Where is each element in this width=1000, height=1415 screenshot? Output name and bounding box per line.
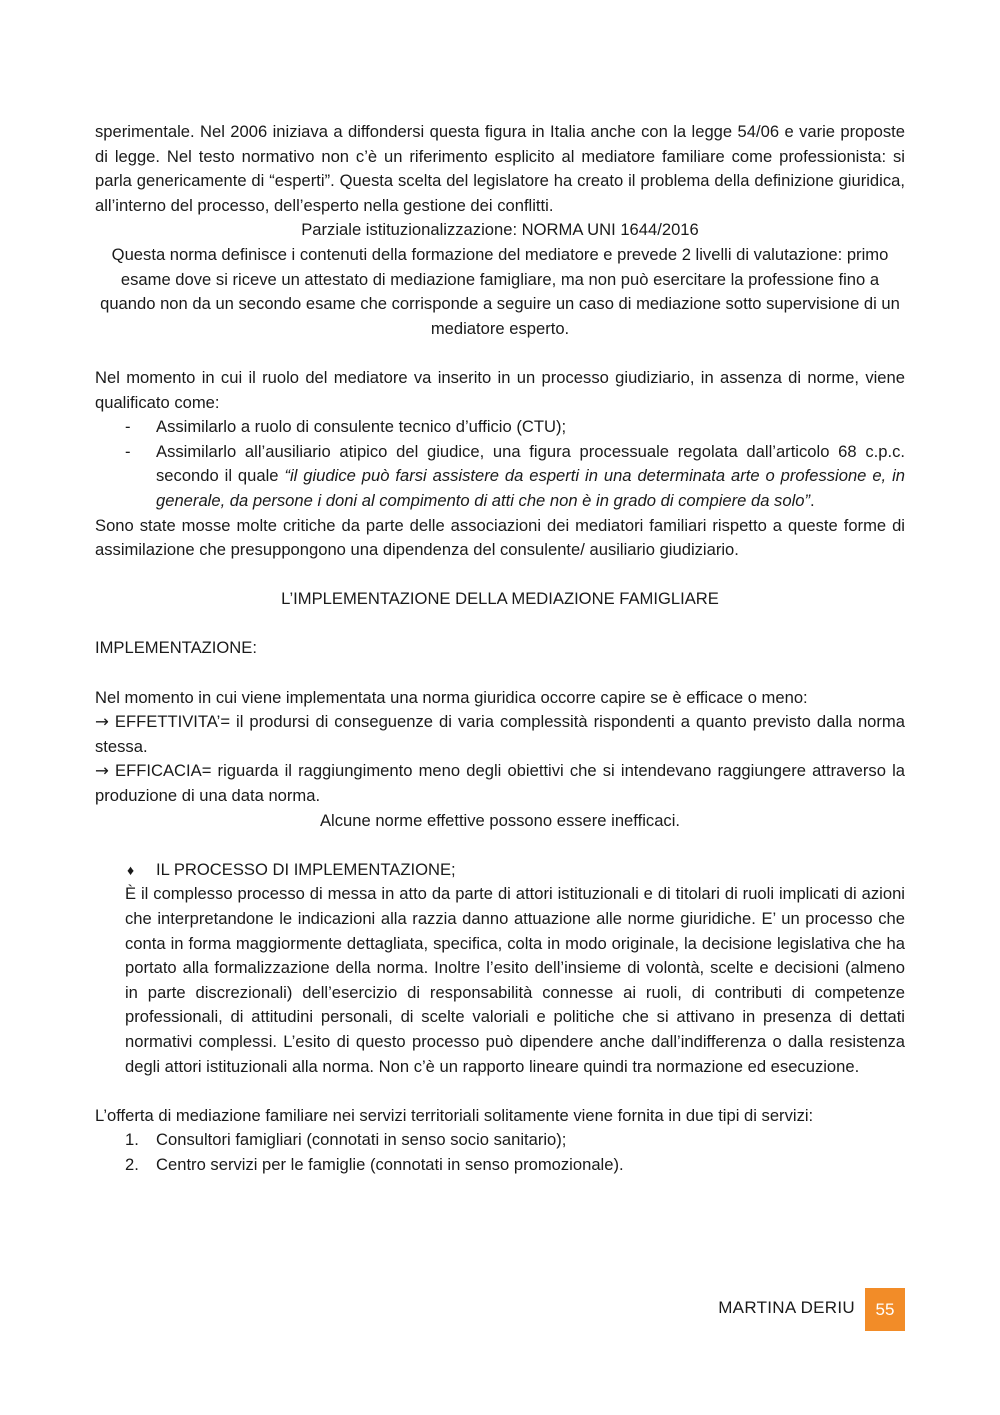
efficacia-definition bbox=[95, 759, 905, 808]
dash-marker: - bbox=[125, 417, 131, 437]
page-number-badge: 55 bbox=[865, 1288, 905, 1331]
list-number: 2. bbox=[125, 1154, 139, 1174]
spacer bbox=[95, 563, 905, 588]
spacer bbox=[95, 1079, 905, 1104]
effettivita-text: EFFETTIVITA’= il prodursi di conseguenze di varia complessità rispondenti a quanto previsto dalla norma stessa. bbox=[95, 712, 905, 756]
services-list bbox=[95, 1128, 905, 1177]
arrow-right-icon: → bbox=[95, 712, 109, 732]
process-title: IL PROCESSO DI IMPLEMENTAZIONE; bbox=[156, 859, 456, 879]
norm-paragraph: Questa norma definisce i contenuti della formazione del mediatore e prevede 2 livelli di valutazione: primo esame dove si riceve un attestato di mediazione famigliare, ma non può esercitare la professione fino a quando non da un secondo esame che corrisponde a seguire un caso di mediazione sotto supervisione di un mediatore esperto. bbox=[100, 244, 900, 338]
role-list bbox=[95, 415, 905, 513]
implementation-note: Alcune norme effettive possono essere inefficaci. bbox=[319, 810, 681, 830]
page-footer bbox=[700, 1288, 905, 1331]
implementation-intro: Nel momento in cui viene implementata una norma giuridica occorre capire se è efficace o meno: bbox=[95, 687, 808, 707]
list-item bbox=[95, 440, 905, 514]
author-name: MARTINA DERIU bbox=[718, 1298, 855, 1317]
legal-quote: “il giudice può farsi assistere da esperti in una determinata arte o professione e, in generale, da persone i doni al compimento di atti che non è in grado di compiere da solo” bbox=[156, 466, 905, 510]
list-number: 1. bbox=[125, 1130, 139, 1150]
process-section bbox=[95, 858, 905, 1079]
critique-paragraph: Sono state mosse molte critiche da parte delle associazioni dei mediatori familiari rispetto a queste forme di assimilazione che presuppongono una dipendenza del consulente/ ausiliario giudiziario. bbox=[95, 515, 905, 560]
section-title: L’IMPLEMENTAZIONE DELLA MEDIAZIONE FAMIGLIARE bbox=[281, 589, 719, 609]
list-item bbox=[95, 415, 905, 440]
spacer bbox=[95, 833, 905, 858]
list-item-text: Assimilarlo all’ausiliario atipico del giudice, una figura processuale regolata dall’articolo 68 c.p.c. secondo il quale bbox=[156, 441, 905, 486]
effettivita-definition bbox=[95, 710, 905, 759]
list-item-text: Consultori famigliari (connotati in senso socio sanitario); bbox=[156, 1130, 567, 1150]
spacer bbox=[95, 612, 905, 637]
intro-paragraph: sperimentale. Nel 2006 iniziava a diffondersi questa figura in Italia anche con la legge 54/06 e varie proposte di legge. Nel testo normativo non c’è un riferimento esplicito al mediatore familiare come professionista: si parla genericamente di “esperti”. Questa scelta del legislatore ha creato il problema della definizione giuridica, all’interno del processo, dell’esperto nella gestione dei conflitti. bbox=[95, 122, 905, 215]
spacer bbox=[95, 341, 905, 366]
process-heading bbox=[125, 858, 905, 883]
document-body bbox=[95, 120, 905, 1178]
diamond-bullet-icon: ♦ bbox=[127, 861, 135, 878]
list-item-text: Assimilarlo a ruolo di consulente tecnico d’ufficio (CTU); bbox=[156, 417, 567, 437]
spacer bbox=[95, 661, 905, 686]
list-item bbox=[95, 1153, 905, 1178]
list-item bbox=[95, 1128, 905, 1153]
list-item-text: Centro servizi per le famiglie (connotati in senso promozionale). bbox=[156, 1154, 624, 1174]
norm-title: Parziale istituzionalizzazione: NORMA UNI 1644/2016 bbox=[301, 220, 699, 240]
efficacia-text: EFFICACIA= riguarda il raggiungimento meno degli obiettivi che si intendevano raggiungere attraverso la produzione di una data norma. bbox=[95, 761, 905, 806]
role-intro-paragraph: Nel momento in cui il ruolo del mediatore va inserito in un processo giudiziario, in assenza di norme, viene qualificato come: bbox=[95, 367, 905, 412]
process-paragraph: È il complesso processo di messa in atto da parte di attori istituzionali e di titolari di ruoli implicati di azioni che interpretandone le indicazioni alla razzia danno attuazione alle norme giuridiche. E’ un processo che conta in forma maggiormente dettagliata, specifica, colta in modo originale, la decisione legislativa che ha portato alla formalizzazione della norma. Inoltre l’esito dell’insieme di volontà, scelte e decisioni (almeno in parte discrezionali) dell’esercizio di responsabilità connesse ai ruoli, di contributi di competenze professionali, di attitudini personali, di scelte valoriali e politiche che si attivano in presenza di dettati normativi complessi. L’esito di questo processo può dipendere anche dall’indifferenza o dalla resistenza degli attori istituzionali alla norma. Non c’è un rapporto lineare quindi tra normazione ed esecuzione. bbox=[125, 884, 905, 1076]
arrow-right-icon: → bbox=[95, 761, 109, 781]
list-item-end: . bbox=[810, 490, 815, 510]
dash-marker: - bbox=[125, 441, 131, 461]
services-intro: L’offerta di mediazione familiare nei servizi territoriali solitamente viene fornita in due tipi di servizi: bbox=[95, 1105, 814, 1125]
implementation-label: IMPLEMENTAZIONE: bbox=[95, 638, 257, 658]
